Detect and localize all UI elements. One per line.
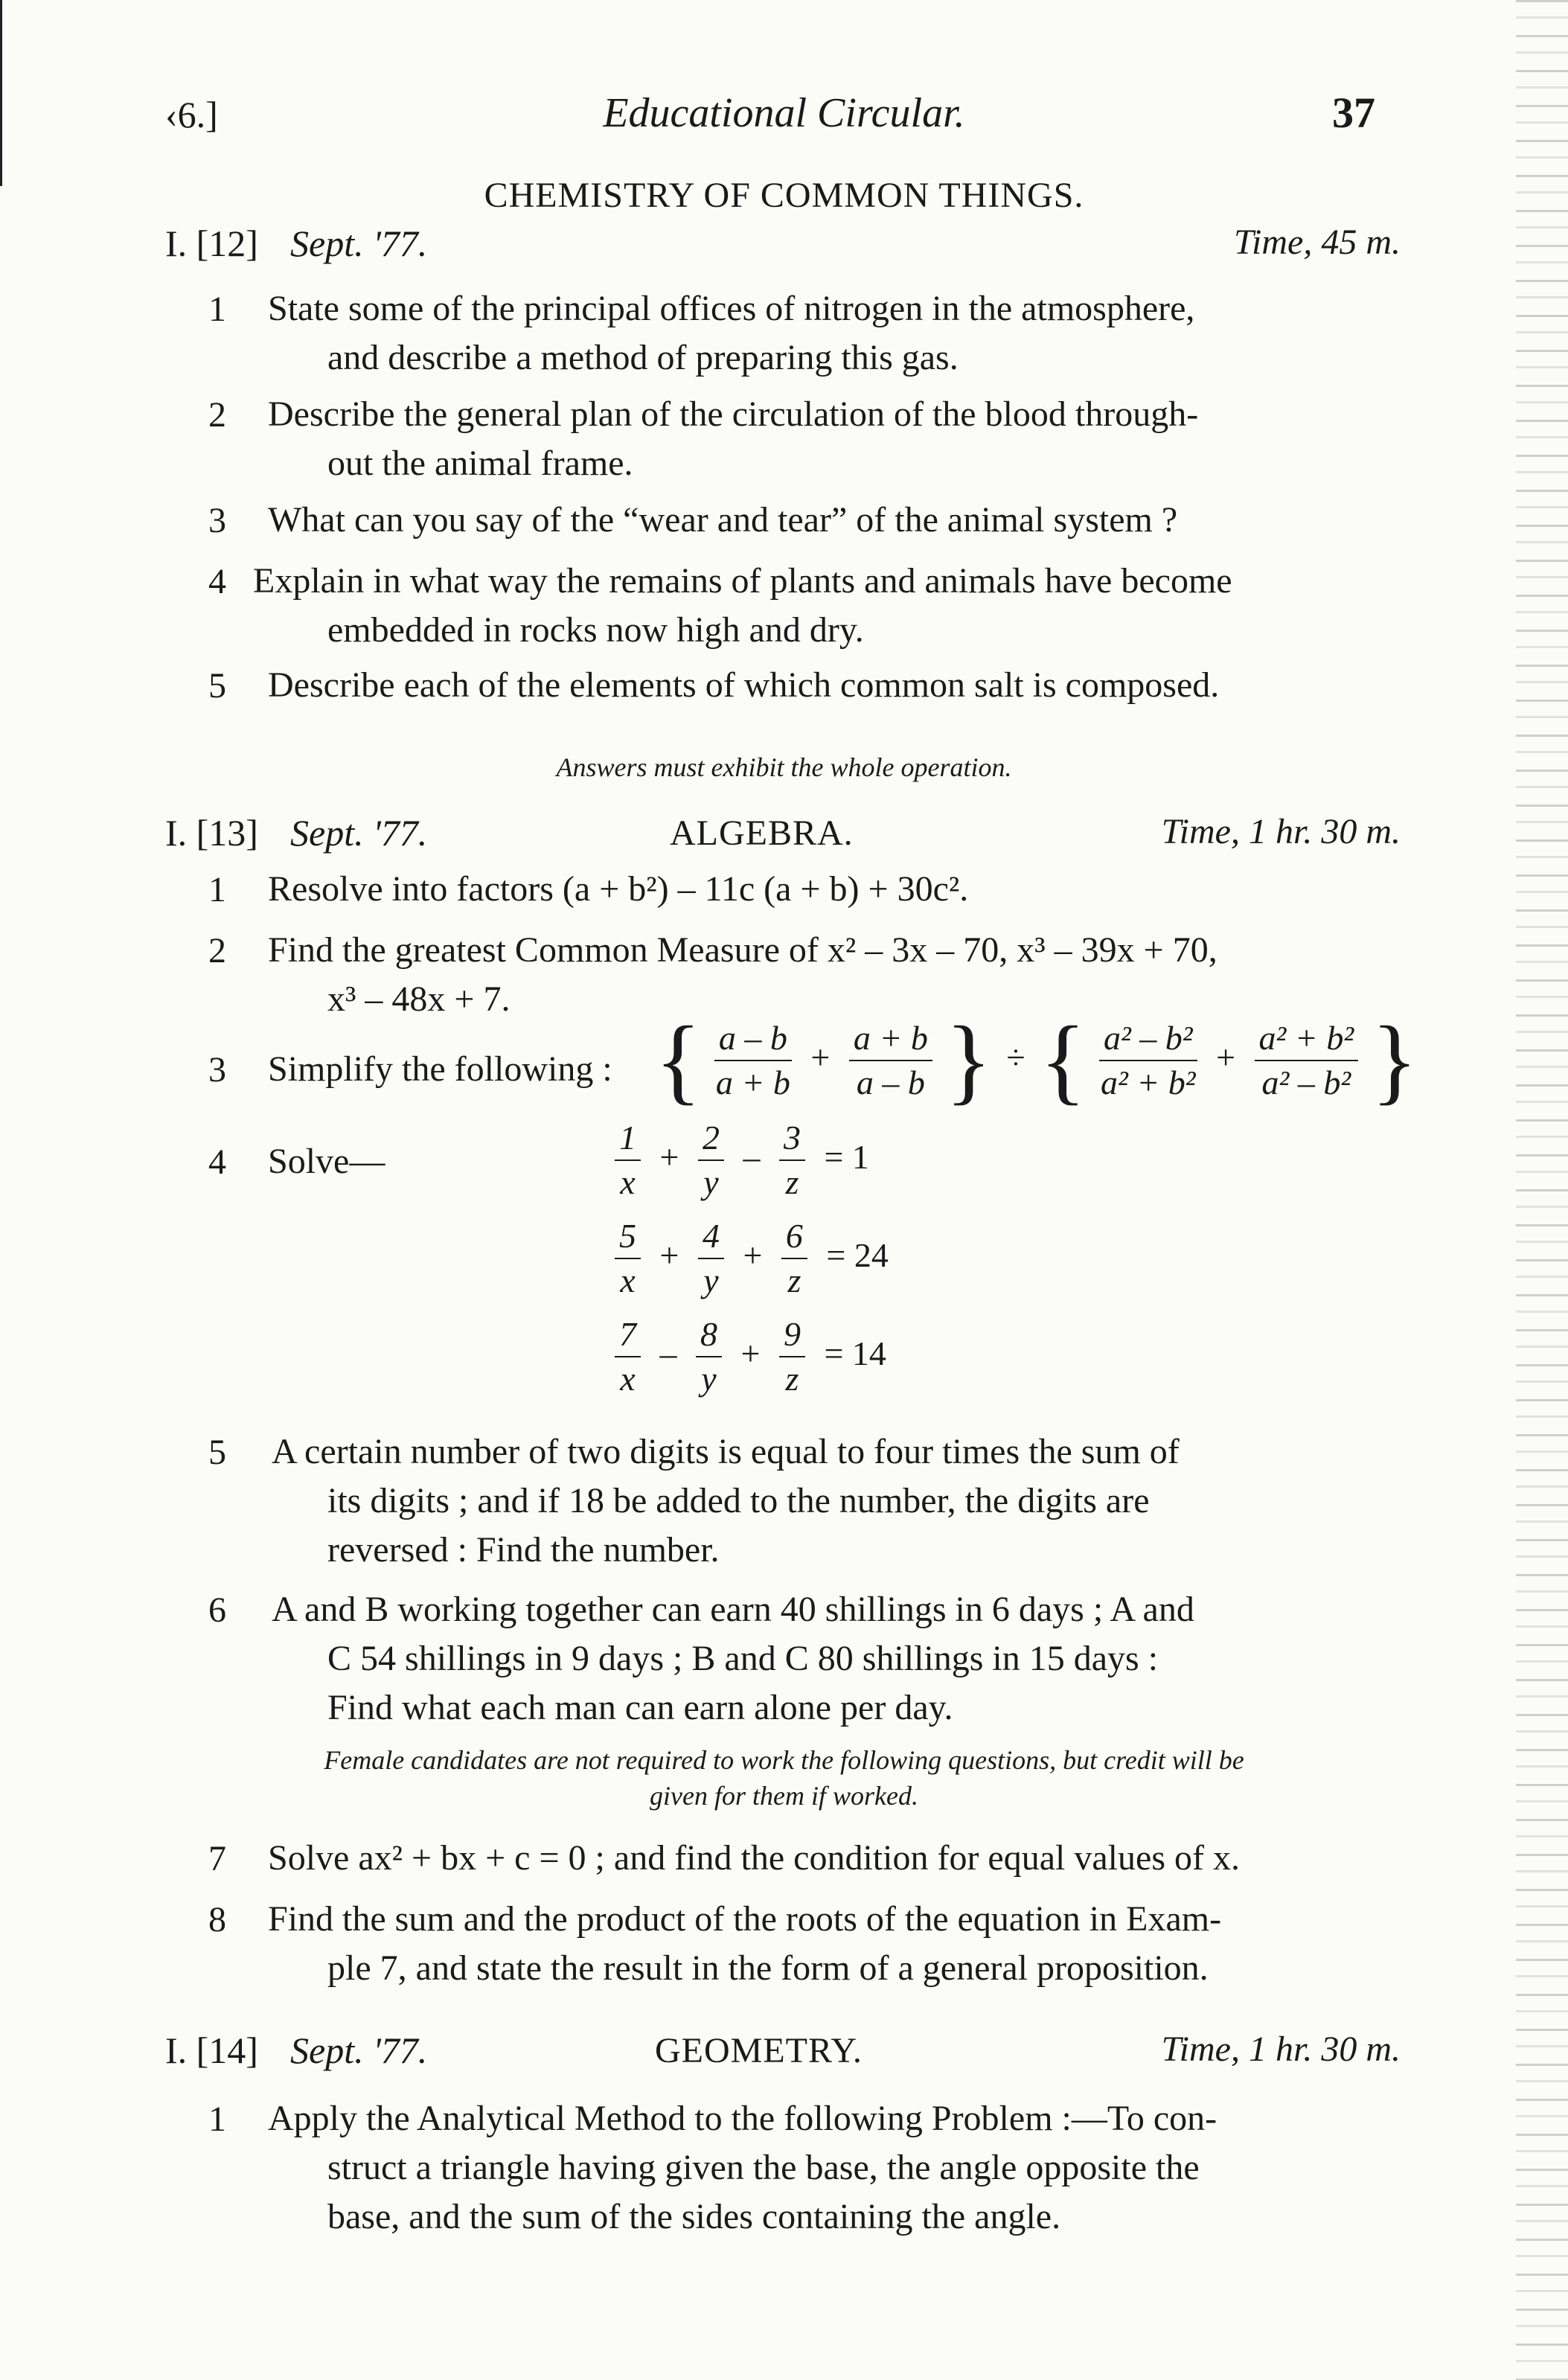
fraction-denominator: x xyxy=(620,1360,636,1398)
instruction-note: Answers must exhibit the whole operation. xyxy=(556,752,1012,782)
fraction xyxy=(1255,1017,1359,1104)
female-candidates-note: Female candidates are not required to work the following questions, but credit will be xyxy=(324,1745,1244,1775)
fraction xyxy=(698,1116,724,1204)
fraction xyxy=(779,1116,805,1204)
fraction-denominator: a – b xyxy=(856,1063,925,1101)
chemistry-title: CHEMISTRY OF COMMON THINGS. xyxy=(484,176,1084,215)
question-text: struct a triangle having given the base, the angle opposite the xyxy=(327,2148,1200,2187)
female-candidates-note: given for them if worked. xyxy=(650,1781,918,1811)
question-text: out the animal frame. xyxy=(327,444,633,483)
fraction-denominator: x xyxy=(620,1261,636,1299)
question-text: ple 7, and state the result in the form of a general proposition. xyxy=(327,1948,1209,1988)
fraction-numerator: 1 xyxy=(615,1116,641,1161)
fraction xyxy=(781,1215,807,1302)
question-label: Simplify the following : xyxy=(268,1049,612,1089)
question-text: C 54 shillings in 9 days ; B and C 80 shillings in 15 days : xyxy=(327,1639,1159,1678)
header-title: Educational Circular. xyxy=(603,90,965,136)
question-text: A certain number of two digits is equal to four times the sum of xyxy=(272,1432,1180,1471)
operator: + xyxy=(743,1235,763,1274)
chemistry-time: Time, 45 m. xyxy=(1233,223,1401,262)
question-text: Describe the general plan of the circulation of the blood through- xyxy=(268,394,1199,434)
fraction-numerator: a² + b² xyxy=(1255,1017,1359,1061)
question-number: 1 xyxy=(208,870,226,909)
operator: + xyxy=(659,1137,679,1176)
algebra-paper-id: I. [13] xyxy=(165,812,258,854)
question-text: State some of the principal offices of nitrogen in the atmosphere, xyxy=(268,289,1195,328)
question-number: 2 xyxy=(208,931,226,970)
question-text: its digits ; and if 18 be added to the number, the digits are xyxy=(327,1481,1150,1520)
fraction-numerator: 8 xyxy=(696,1313,722,1357)
question-number: 5 xyxy=(208,1433,226,1472)
operator: – xyxy=(659,1334,677,1372)
left-brace: { xyxy=(1040,1007,1087,1114)
fraction-numerator: 9 xyxy=(779,1313,805,1357)
question-text: Describe each of the elements of which common salt is composed. xyxy=(268,665,1220,705)
equation-rhs: = 14 xyxy=(824,1334,886,1372)
question-text: Apply the Analytical Method to the following Problem :—To con- xyxy=(268,2099,1217,2138)
fraction-denominator: x xyxy=(620,1163,636,1201)
question-number: 1 xyxy=(208,289,226,329)
question-number: 3 xyxy=(208,1050,226,1090)
question-number: 4 xyxy=(208,1142,226,1182)
plus-sign: + xyxy=(1216,1037,1236,1076)
fraction-numerator: 3 xyxy=(779,1116,805,1161)
question-text: Find the greatest Common Measure of x² – 3x – 70, x³ – 39x + 70, xyxy=(268,930,1217,970)
equation-row xyxy=(610,1215,895,1302)
geometry-time: Time, 1 hr. 30 m. xyxy=(1161,2029,1401,2069)
fraction xyxy=(698,1215,724,1302)
fraction-denominator: z xyxy=(785,1163,799,1201)
question-number: 6 xyxy=(208,1590,226,1630)
fraction xyxy=(849,1017,932,1104)
geometry-title: GEOMETRY. xyxy=(655,2031,863,2070)
fraction-numerator: 4 xyxy=(698,1215,724,1259)
question-text: What can you say of the “wear and tear” of the animal system ? xyxy=(268,500,1178,540)
question-text: reversed : Find the number. xyxy=(327,1530,720,1570)
fraction-denominator: z xyxy=(785,1360,799,1398)
fraction xyxy=(696,1313,722,1401)
right-brace: } xyxy=(1371,1007,1418,1114)
question-text: embedded in rocks now high and dry. xyxy=(327,610,864,650)
fraction-numerator: 6 xyxy=(781,1215,807,1259)
question-number: 7 xyxy=(208,1839,226,1878)
equation-rhs: = 1 xyxy=(824,1137,869,1176)
fraction xyxy=(615,1313,641,1401)
plus-sign: + xyxy=(810,1037,831,1076)
question-text: base, and the sum of the sides containing the angle. xyxy=(327,2197,1061,2236)
fraction xyxy=(1099,1017,1197,1104)
equation-row xyxy=(610,1313,892,1401)
question-text: Resolve into factors (a + b²) – 11c (a + b) + 30c². xyxy=(268,869,969,909)
operator: – xyxy=(743,1137,761,1176)
fraction xyxy=(714,1017,792,1104)
question-number: 4 xyxy=(208,562,226,601)
question-text: Find what each man can earn alone per day. xyxy=(327,1688,953,1727)
operator: + xyxy=(659,1235,679,1274)
fraction xyxy=(615,1116,641,1204)
divide-sign: ÷ xyxy=(1006,1037,1025,1076)
question-number: 5 xyxy=(208,666,226,706)
operator: + xyxy=(740,1334,761,1372)
fraction-denominator: z xyxy=(787,1261,801,1299)
geometry-paper-id: I. [14] xyxy=(165,2029,258,2071)
fraction-numerator: 5 xyxy=(615,1215,641,1259)
fraction-denominator: a² – b² xyxy=(1261,1063,1351,1101)
fraction-denominator: y xyxy=(703,1163,719,1201)
simplify-expression xyxy=(655,1007,1418,1114)
question-text: x³ – 48x + 7. xyxy=(327,979,511,1019)
right-brace: } xyxy=(945,1007,992,1114)
geometry-date: Sept. '77. xyxy=(290,2029,428,2071)
question-text: Find the sum and the product of the roots of the equation in Exam- xyxy=(268,1899,1222,1939)
fraction-numerator: 7 xyxy=(615,1313,641,1357)
fraction xyxy=(615,1215,641,1302)
page-margin-speckle xyxy=(1516,0,1568,2380)
algebra-time: Time, 1 hr. 30 m. xyxy=(1161,812,1401,851)
fraction-denominator: a² + b² xyxy=(1100,1063,1196,1101)
fraction-numerator: a² – b² xyxy=(1099,1017,1197,1061)
equation-row xyxy=(610,1116,875,1204)
question-text: A and B working together can earn 40 shillings in 6 days ; A and xyxy=(272,1590,1194,1629)
header-section-number: ‹6.] xyxy=(165,94,218,135)
question-number: 3 xyxy=(208,501,226,540)
question-text: Solve ax² + bx + c = 0 ; and find the condition for equal values of x. xyxy=(268,1838,1240,1878)
equation-rhs: = 24 xyxy=(826,1235,889,1274)
question-text: and describe a method of preparing this gas. xyxy=(327,338,959,377)
algebra-date: Sept. '77. xyxy=(290,812,428,854)
fraction-denominator: a + b xyxy=(715,1063,790,1101)
fraction-denominator: y xyxy=(701,1360,717,1398)
fraction xyxy=(779,1313,805,1401)
question-number: 1 xyxy=(208,2099,226,2139)
question-text: Explain in what way the remains of plants and animals have become xyxy=(253,561,1232,601)
fraction-numerator: a – b xyxy=(714,1017,792,1061)
fraction-numerator: a + b xyxy=(849,1017,932,1061)
question-number: 2 xyxy=(208,395,226,435)
algebra-title: ALGEBRA. xyxy=(670,813,854,853)
question-label: Solve— xyxy=(268,1142,385,1181)
fraction-denominator: y xyxy=(703,1261,719,1299)
question-number: 8 xyxy=(208,1900,226,1939)
left-brace: { xyxy=(655,1007,702,1114)
fraction-numerator: 2 xyxy=(698,1116,724,1161)
chemistry-paper-id: I. [12] xyxy=(165,223,258,264)
page-number: 37 xyxy=(1332,89,1375,137)
chemistry-date: Sept. '77. xyxy=(290,223,428,264)
